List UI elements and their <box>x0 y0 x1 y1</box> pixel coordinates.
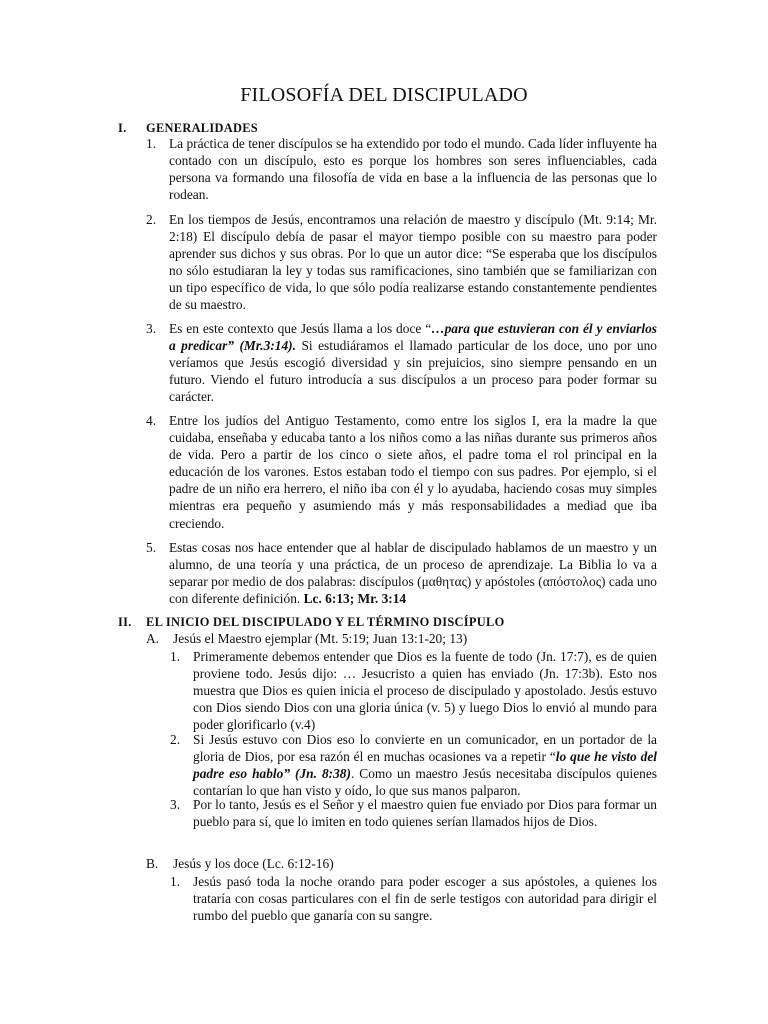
item-text: Por lo tanto, Jesús es el Señor y el maestro quien fue enviado por Dios para formar un pueblo para sí, que lo imiten en todo quienes serían llamados hijos de Dios. <box>193 797 657 830</box>
item-text: En los tiempos de Jesús, encontramos una relación de maestro y discípulo (Mt. 9:14; Mr. 2:18) El discípulo debía de pasar el mayor tiempo posible con su maestro para poder aprender sus dichos y sus obras. Por lo que un autor dice: “Se esperaba que los discípulos no sólo estudiaran la ley y todas sus ramificaciones, sino también que se familiarizan con un tipo específico de vida, lo que sólo podía realizarse estando constantemente pendientes de su maestro. <box>169 212 657 313</box>
list-item <box>146 211 657 314</box>
item-number: 1. <box>146 136 157 151</box>
scripture-quote: lo que he visto del padre eso hablo” (Jn. 8:38) <box>193 749 657 782</box>
item-text <box>169 539 657 607</box>
subsection-letter: B. <box>146 856 159 871</box>
item-number: 3. <box>170 797 181 812</box>
list-item <box>170 648 657 733</box>
item-number: 2. <box>146 212 157 227</box>
list-item <box>170 873 657 924</box>
item-number: 4. <box>146 413 157 428</box>
item-text: Jesús pasó toda la noche orando para poder escoger a sus apóstoles, a quienes los trataría con cosas particulares con el fin de serle testigos con autoridad para dirigir el rumbo del pueblo que ganaría con su sangre. <box>193 874 657 924</box>
item-text-part: Es en este contexto que Jesús llama a los doce “ <box>169 321 432 336</box>
section-numeral: II. <box>118 615 132 629</box>
list-item <box>146 320 657 405</box>
subsection-letter: A. <box>146 631 160 646</box>
section-numeral: I. <box>118 121 127 135</box>
list-item <box>170 731 657 799</box>
item-text: La práctica de tener discípulos se ha extendido por todo el mundo. Cada líder influyente ha contado con un discípulo, esto es porque los hombres son seres influenciables, cada persona va formando una filosofía de vida en base a la influencia de las personas que lo rodean. <box>169 136 657 203</box>
item-number: 3. <box>146 321 157 336</box>
subsection-title: Jesús y los doce (Lc. 6:12-16) <box>173 856 334 871</box>
item-number: 1. <box>170 874 181 889</box>
item-text <box>193 731 657 799</box>
item-text: Entre los judíos del Antiguo Testamento, como entre los siglos I, era la madre la que cuidaba, enseñaba y educaba tanto a los niños como a las niñas durante sus primeros años de vida. Pero a partir de los cinco o siete años, el padre toma el rol principal en la educación de los varones. Estos estaban todo el tiempo con sus padres. Por ejemplo, si el padre de un niño era herrero, el niño iba con él y lo ayudaba, haciendo cosas muy simples mientras era pequeño y asumiendo más y más responsabilidades a mediad que iba creciendo. <box>169 413 657 531</box>
document-title: FILOSOFÍA DEL DISCIPULADO <box>240 84 528 106</box>
item-number: 1. <box>170 649 181 664</box>
item-text-part: . Como un maestro Jesús necesitaba discípulos quienes contarían lo que han visto y oído, lo que sus manos palparon. <box>193 766 657 799</box>
item-text-part: Si Jesús estuvo con Dios eso lo convierte en un comunicador, en un portador de la gloria de Dios, por esa razón él en muchas ocasiones va a repetir “ <box>193 732 657 765</box>
list-item <box>146 412 657 532</box>
scripture-quote: …para que estuvieran con él y enviarlos a predicar” (Mr.3:14). <box>169 321 657 354</box>
scripture-reference: Lc. 6:13; Mr. 3:14 <box>303 591 407 607</box>
list-item <box>170 796 657 830</box>
section-title: EL INICIO DEL DISCIPULADO Y EL TÉRMINO DISCÍPULO <box>146 615 505 629</box>
item-number: 2. <box>170 732 181 747</box>
item-text <box>169 320 657 405</box>
subsection-title: Jesús el Maestro ejemplar (Mt. 5:19; Juan 13:1-20; 13) <box>173 631 468 646</box>
section-title: GENERALIDADES <box>146 121 258 135</box>
item-number: 5. <box>146 540 157 555</box>
item-text-part: Estas cosas nos hace entender que al hablar de discipulado hablamos de un maestro y un alumno, de una teoría y una práctica, de un proceso de aprendizaje. La Biblia lo va a separar por medio de dos palabras: discípulos (μαθητας) y apóstoles (απόστολος) cada uno con diferente definición. <box>169 540 657 607</box>
item-text: Primeramente debemos entender que Dios es la fuente de todo (Jn. 17:7), es de quien proviene todo. Jesús dijo: … Jesucristo a quien has enviado (Jn. 17:3b). Esto nos muestra que Dios es quien inicia el proceso de discipulado y apostolado. Jesús estuvo con Dios siendo Dios con una gloria única (v. 5) y luego Dios lo envió al mundo para poder glorificarlo (v.4) <box>193 649 657 733</box>
item-text-part: Si estudiáramos el llamado particular de los doce, uno por uno veríamos que Jesús escogió diversidad y sin prejuicios, sino siempre pensando en un futuro. Viendo el futuro introducía a sus discípulos a un proceso para poder formar su carácter. <box>169 338 657 405</box>
list-item <box>146 539 657 607</box>
list-item <box>146 135 657 203</box>
